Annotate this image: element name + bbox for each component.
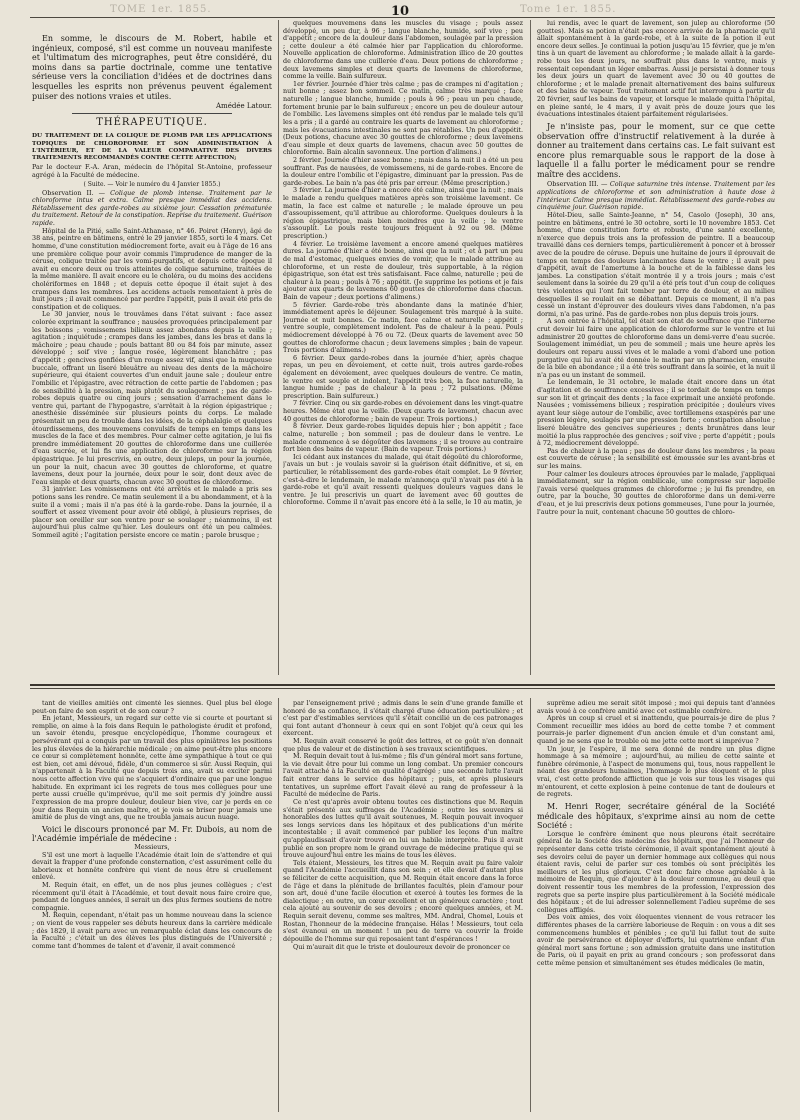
observation-label: Observation III. — xyxy=(547,180,608,189)
continuation-note: ( Suite. — Voir le numéro du 4 Janvier 1855.) xyxy=(83,180,221,188)
speech-salutation: Messieurs, xyxy=(134,842,170,851)
body-paragraph: Un jour, je l'espère, il me sera donné de rendre un plus digne hommage à sa mémoire ; aujourd'hui, au milieu de cette sainte et funèbre cérémonie, à l'aspect de monumens qui, tous, nous rappellent le néant des grandeurs humaines, l'hommage le plus éloquent et le plus vrai, c'est cette profonde affliction que je vois sur tous les visages qui m'entourent, et cette explosion à peine contenue de tant de douleurs et de regrets. xyxy=(537,744,775,799)
body-paragraph: Pour calmer les douleurs atroces éprouvées par le malade, j'appliquai immédiatement, sur la région ombilicale, une compresse sur laquelle j'avais versé quelques grammes de chloroforme ; je lui fis prendre, en outre, par la bouche, 30 gouttes de chloroforme dans un demi-verre d'eau, et je lui prescrivis deux potions gommeuses, l'une pour la journée, l'autre pour la nuit, contenant chacune 50 gouttes de chloro- xyxy=(537,469,775,516)
column-rule-4 xyxy=(530,698,531,1112)
body-paragraph: 1er février. Journée d'hier très calme ; pas de crampes ni d'agitation ; nuit bonne ; assez bon sommeil. Ce matin, calme très marqué ; face naturelle ; langue blanche, humide ; pouls à 96 ; peau un peu chaude, fortement brunie par le bain sulfureux ; encore un peu de douleur autour de l'ombilic. Les lavemens simples ont été rendus par le malade tels qu'il les a pris ; il a gardé au contraire les quarts de lavement au chloroforme ; mais les évacuations intestinales ne sont pas rétablies. Un peu d'appétit. (Deux potions, chacune avec 30 gouttes de chloroforme ; deux lavemens d'eau simple et deux quarts de lavemens, chacun avec 50 gouttes de chloroforme. Bain alcalin savonneux. Une portion d'alimens.) xyxy=(283,79,523,157)
body-paragraph: A son entrée à l'hôpital, tel était son état de souffrance que l'interne crut devoir lui faire une application de chloroforme sur le ventre et lui administrer 20 gouttes de chloroforme dans un demi-verre d'eau sucrée. Soulagement immédiat, un peu de sommeil ; mais une heure après les douleurs ont reparu aussi vives et le malade a vomi d'abord une potion purgative qui lui avait été donnée le matin par un pharmacien, ensuite de la bile en abondance ; il a été très souffrant dans la soirée, et la nuit il n'a pas eu un instant de sommeil. xyxy=(537,317,775,379)
article-separator xyxy=(72,113,232,114)
column-5 xyxy=(283,700,523,1112)
body-paragraph: suprême adieu me serait sitôt imposé ; moi qui depuis tant d'années avais voué à ce confrère amitié avec cet estimable confrère. xyxy=(537,700,775,715)
body-paragraph: M. Requin, cependant, n'était pas un homme nouveau dans la science ; on vient de vous rappeler ses débuts heureux dans la carrière médicale ; dès 1829, il avait paru avec un remarquable éclat dans les concours de la Faculté ; c'était un des élèves les plus distingués de l'Université ; comme tant d'hommes de talent et d'avenir, il avait commencé xyxy=(32,911,272,950)
observation-title xyxy=(32,190,272,228)
body-paragraph: Qui m'aurait dit que le triste et douloureux devoir de prononcer ce xyxy=(293,942,510,951)
body-paragraph: En jetant, Messieurs, un regard sur cette vie si courte et pourtant si remplie, on aime à la fois dans Requin le pathologiste érudit et profond, un savoir étendu, presque encyclopédique, l'homme courageux et persévérant qui a conquis par un travail des plus opiniâtres les positions les plus élevées de la hiérarchie médicale ; on aime peut-être plus encore ce cœur si complètement honnête, cette âme sympathique à tout ce qui est bien, cet ami dévoué, fidèle, d'un commerce si sûr. Aussi Requin, qui n'appartenait à la Faculté que depuis trois ans, avait su exciter parmi nous cette affection vive qui ne s'acquiert d'ordinaire que par une longue habitude. En exprimant ici les regrets de tous mes collègues pour une perte aussi cruelle qu'imprévue, qu'il me soit permis d'y joindre aussi l'expression de ma propre douleur, douleur bien vive, car je perds en ce jour dans Requin un ancien maître, et je vois se briser pour jamais une amitié de plus de vingt ans, que ne troubla jamais aucun nuage. xyxy=(32,714,272,822)
body-paragraph: S'il est une mort à laquelle l'Académie était loin de s'attendre et qui devait la frapper d'une profonde consternation, c'est assurément celle du laborieux et honnête confrère qui vient de nous être si cruellement enlevé. xyxy=(32,850,272,882)
speech-introduction: Voici le discours prononcé par M. Fr. Dubois, au nom de l'Académie impériale de médecine : xyxy=(32,824,272,844)
page-number: 10 xyxy=(390,4,410,19)
body-paragraph: par l'enseignement privé ; admis dans le sein d'une grande famille et honoré de sa confiance, il s'était chargé d'une éducation particulière ; et c'est par d'estimables services qu'il s'était concilié un de ces patronages qui font autant d'honneur à ceux qui en sont l'objet qu'à ceux qui les exercent. xyxy=(283,700,523,738)
bleed-through-text-left: TOME 1er. 1855. xyxy=(110,4,212,15)
body-paragraph: Lorsque le confrère éminent que nous pleurons était secrétaire général de la Société des médecins des hôpitaux, que j'ai l'honneur de représenter dans cette triste cérémonie, il avait spontanément ajouté à ses devoirs celui de payer un dernier hommage aux collègues qui nous étaient ravis, celui de parler sur ces tombes où sont précipités les meilleurs et les plus glorieux. C'est donc faire chose agréable à la mémoire de Requin, que d'ajouter à la douleur commune, au deuil que doivent ressentir tous les membres de la profession, l'expression des regrets que sa perte inspire plus particulièrement à la Société médicale des hôpitaux ; et de lui adresser solennellement l'adieu suprême de ses collègues affligés. xyxy=(537,829,775,914)
observation-summary: Colique de plomb intense. Traitement par le chloroforme intus et extra. Calme presque immédiat des accidens. Rétablissement des garde-robes au sixième jour. Cessation prématurée du traitement. Retour de la constipation. Reprise du traitement. Guérison rapide. xyxy=(32,188,272,228)
article-byline: Par le docteur F.-A. Aran, médecin de l'hôpital St-Antoine, professeur agrégé à la Faculté de médecine. xyxy=(32,163,272,179)
body-paragraph: Des voix amies, des voix éloquentes viennent de vous retracer les différentes phases de la carrière laborieuse de Requin : on vous a dit ses commencemens humbles et pénibles ; ce qu'il lui fallut tout de suite avoir de persévérance et déployer d'efforts, lui quatrième enfant d'un général mort sans fortune ; son admission gratuite dans une institution de Paris, où il payait en prix au grand concours ; son professorat dans cette même pension et simultanément ses études médicales (le matin, xyxy=(537,913,775,968)
body-paragraph: M. Requin avait conservé le goût des lettres, et ce goût n'en donnait que plus de valeur et de distinction à ses travaux scientifiques. xyxy=(283,737,523,753)
column-3 xyxy=(537,20,775,674)
intro-paragraph: En somme, le discours de M. Robert, habile et ingénieux, composé, s'il est comme un nouveau manifeste et l'ultimatum des micrographes, peut être considéré, du moins dans sa partie doctrinale, comme une tentative sérieuse vers la conciliation d'idées et de doctrines dans lesquelles les esprits non prévenus peuvent également puiser des notions vraies et utiles. xyxy=(32,34,272,101)
observation-summary: Colique saturnine très intense. Traitement par les applications de chloroforme et son administration à haute dose à l'intérieur. Calme presque immédiat. Rétablissement des garde-robes au cinquième jour. Guérison rapide. xyxy=(537,180,775,212)
body-paragraph: 5 février. Garde-robe très abondante dans la matinée d'hier, immédiatement après le déjeuner. Soulagement très marqué à la suite. Journée et nuit bonnes. Ce matin, face calme et naturelle ; appétit ; ventre souple, complètement indolent. Pas de chaleur à la peau. Pouls médiocrement développé à 76 ou 72. (Deux quarts de lavement avec 50 gouttes de chloroforme chacun ; deux lavemens simples ; bain de vapeur. Trois portions d'alimens.) xyxy=(283,300,523,355)
body-paragraph: Tels étaient, Messieurs, les titres que M. Requin avait pu faire valoir quand l'Académie l'accueillit dans son sein ; et elle devait d'autant plus se féliciter de cette acquisition, que M. Requin était encore dans la force de l'âge et dans la plénitude de brillantes facultés, plein d'amour pour son art, doué d'une facile élocution et exercé à toutes les formes de la dialectique ; en outre, un cœur excellent et un généreux caractère ; tout cela ajouté au souvenir de ses devoirs ; encore quelques années, et M. Requin serait devenu, comme ses maîtres, MM. Andral, Chomel, Louis et Rostan, l'honneur de la médecine française. Hélas ! Messieurs, tout cela s'est évanoui en un moment ! un peu de terre va couvrir la froide dépouille de l'homme sur qui reposaient tant d'espérances ! xyxy=(283,858,523,943)
section-divider-thin xyxy=(30,688,775,689)
body-paragraph: M. Requin devait tout à lui-même ; fils d'un général mort sans fortune, la vie devait être pour lui comme un long combat. Un premier concours l'avait attaché à la Faculté en qualité d'agrégé ; une seconde lutte l'avait fait entrer dans le service des hôpitaux ; puis, et après plusieurs tentatives, un suprême effort l'avait élevé au rang de professeur à la Faculté de médecine de Paris. xyxy=(283,752,523,799)
body-paragraph: Le 30 janvier, nous le trouvâmes dans l'état suivant : face assez colorée exprimant la souffrance ; nausées provoquées principalement par les boissons ; vomissemens bilieux assez abondans depuis la veille ; agitation ; inquiétude ; crampes dans les jambes, dans les bras et dans la mâchoire ; peau chaude ; pouls battant 80 ou 84 fois par minute, assez développé ; soif vive ; langue rosée, légèrement blanchâtre ; pas d'appétit ; gencives gonflées d'un rouge assez vif, ainsi que la muqueuse buccale, offrant un liseré bleuâtre au niveau des dents de la mâchoire supérieure, qui étaient couvertes d'un enduit jaune sale ; douleur entre l'ombilic et l'épigastre, avec rétraction de cette partie de l'abdomen ; pas de sensibilité à la pression, mais plutôt du soulagement ; pas de garde-robes depuis quatre ou cinq jours ; sensation d'arrachement dans le ventre qui, partant de l'hypogastre, s'arrêtait à la région épigastrique ; anesthésie disséminée sur plusieurs points du corps. Le malade présentait un peu de trouble dans les idées, de la céphalalgie et quelques étourdissemens, des mouvemens convulsifs de temps en temps dans les muscles de la face et des membres. Pour calmer cette agitation, je lui fis prendre immédiatement 20 gouttes de chloroforme dans une cuillerée d'eau sucrée, et lui fis une application de chloroforme sur la région épigastrique. Je lui prescrivis, en outre, deux juleps, un pour la journée, un pour la nuit, chacun avec 30 gouttes de chloroforme, et quatre lavemens, deux pour la journée, deux pour le soir, dont deux avec de l'eau simple et deux quarts, chacun avec 30 gouttes de chloroforme. xyxy=(32,310,272,486)
body-paragraph: Ici cédant aux instances du malade, qui était dégoûté du chloroforme, j'avais un but : je voulais savoir si la guérison était définitive, et si, en particulier, le rétablissement des garde-robes était complet. Le 9 février, c'est-à-dire le lendemain, le malade m'annonça qu'il n'avait pas été à la garde-robe et qu'il avait ressenti quelques douleurs vagues dans le ventre. Je lui prescrivis un quart de lavement avec 60 gouttes de chloroforme. Comme il n'avait pas encore été à la selle, le 10 au matin, je xyxy=(283,452,523,507)
author-signature: Amédée Latour. xyxy=(216,102,272,111)
section-divider xyxy=(30,684,775,686)
section-title: THÉRAPEUTIQUE. xyxy=(96,117,208,129)
body-paragraph: lui rendis, avec le quart de lavement, son julep au chloroforme (50 gouttes). Mais sa potion n'était pas encore arrivée de la pharmacie qu'il allait spontanément à la garde-robe, et à la suite de la potion il eut encore deux selles. Je continuai la potion jusqu'au 15 février, que je m'en tins à un quart de lavement au chloroforme ; le malade allait à la garde-robe tous les deux jours, ne souffrait plus dans le ventre, mais y ressentait cependant un léger embarras. Aussi je persistai à donner tous les deux jours un quart de lavement avec 30 ou 40 gouttes de chloroforme ; et le malade prenait alternativement des bains sulfureux et des bains de vapeur. Tout traitement actif fut interrompu à partir du 20 février, sauf les bains de vapeur, et lorsque le malade quitta l'hôpital, en pleine santé, le 4 mars, il y avait près de douze jours que les évacuations intestinales étaient parfaitement régularisées. xyxy=(537,20,775,119)
body-paragraph: 7 février. Cinq ou six garde-robes en dévoiement dans les vingt-quatre heures. Même état que la veille. (Deux quarts de lavement, chacun avec 40 gouttes de chloroforme ; bain de vapeur. Trois portions.) xyxy=(283,399,523,423)
article-heading: DU TRAITEMENT DE LA COLIQUE DE PLOMB PAR LES APPLICATIONS TOPIQUES DE CHLOROFORME ET SON ADMINISTRATION À L'INTÉRIEUR, ET DE LA VALEUR COMPARATIVE DES DIVERS TRAITEMENTS RECOMMANDÉS CONTRE CETTE AFFECTION; xyxy=(32,133,272,162)
speech-introduction: M. Henri Roger, secrétaire général de la Société médicale des hôpitaux, s'exprime ainsi au nom de cette Société : xyxy=(537,801,775,831)
body-paragraph: tant de vieilles amitiés ont cimenté les siennes. Quel plus bel éloge peut-on faire de son esprit et de son cœur ? xyxy=(32,700,272,715)
bleed-through-text-right: Tome 1er. 1855. xyxy=(520,4,617,15)
body-paragraph: Pas de chaleur à la peau ; pas de douleur dans les membres ; la peau est couverte de céruse ; la sensibilité est émoussée sur les avant-bras et sur les mains. xyxy=(537,446,775,471)
commentary-paragraph: Je n'insiste pas, pour le moment, sur ce que cette observation offre d'instructif relativement à la durée à donner au traitement dans certains cas. Le fait suivant est encore plus remarquable sous le rapport de la dose à laquelle il a fallu porter le médicament pour se rendre maître des accidens. xyxy=(537,121,775,179)
column-4 xyxy=(32,700,272,1112)
column-rule-1 xyxy=(278,20,279,675)
body-paragraph: 3 février. La journée d'hier a encore été calme, ainsi que la nuit ; mais le malade a rendu quelques matières après son troisième lavement. Ce matin, la face est calme et naturelle ; le malade éprouve un peu d'assoupissement, qu'il attribue au chloroforme. Quelques douleurs à la région épigastrique, mais bien moindres que la veille ; le ventre s'assouplit. Le pouls reste toujours fréquent à 92 ou 98. (Même prescription.) xyxy=(283,186,523,241)
body-paragraph: Après un coup si cruel et si inattendu, que pourrais-je dire de plus ? Comment recueillir mes idées au bord de cette tombe ? et comment pourrais-je parler dignement d'un ancien émule et d'un constant ami, quand je ne sens que le trouble où me jette cette mort si imprévue ? xyxy=(537,714,775,746)
body-paragraph: 8 février. Deux garde-robes liquides depuis hier ; bon appétit ; face calme, naturelle ; bon sommeil ; pas de douleur dans le ventre. Le malade commence à se dégoûter des lavemens ; il se trouve au contraire fort bien des bains de vapeur. (Bain de vapeur. Trois portions.) xyxy=(283,422,523,454)
observation-label: Observation II. — xyxy=(42,188,106,197)
header-rule xyxy=(30,17,775,18)
body-paragraph: M. Requin était, en effet, un de nos plus jeunes collègues ; c'est récemment qu'il était à l'Académie, et tout devait nous faire croire que, pendant de longues années, il serait un des plus fermes soutiens de notre compagnie. xyxy=(32,880,272,912)
body-paragraph: Ce n'est qu'après avoir obtenu toutes ces distinctions que M. Requin s'était présenté aux suffrages de l'Académie ; outre les souvenirs si honorables des luttes qu'il avait soutenues, M. Requin pouvait invoquer ses longs services dans les hôpitaux et des publications d'un mérite incontestable ; il avait commencé par publier les leçons d'un maître qu'applaudissait d'avoir trouvé en lui un habile interprète. Puis il avait publié en son propre nom le grand ouvrage de médecine pratique qui se trouve aujourd'hui entre les mains de tous les élèves. xyxy=(283,797,523,860)
body-paragraph: 2 février. Journée d'hier assez bonne ; mais dans la nuit il a été un peu souffrant. Pas de nausées, de vomissemens, ni de garde-robes. Encore de la douleur entre l'ombilic et l'épigastre, diminuant par la pression. Pas de garde-robes. Le bain n'a pas été pris par erreur. (Même prescription.) xyxy=(283,155,523,187)
column-6 xyxy=(537,700,775,1112)
body-paragraph: Hôtel-Dieu, salle Sainte-Jeanne, n° 54, Casolo (Joseph), 30 ans, peintre en bâtimens, entré le 30 octobre, sorti le 10 novembre 1853. Cet homme, d'une constitution forte et robuste, d'une santé excellente, n'exerce que depuis trois ans la profession de peintre. Il a beaucoup travaillé dans ces derniers temps, particulièrement à poncer et à brosser avec de la poudre de céruse. Depuis une huitaine de jours il éprouvait de temps en temps des douleurs lancinantes dans le ventre ; il avait peu d'appétit, avait de l'amertume à la bouche et de la faiblesse dans les jambes. La constipation s'était montrée il y a trois jours ; mais c'est seulement dans la soirée du 29 qu'il a été pris tout d'un coup de coliques très violentes qui l'ont fait tomber par terre de douleur, et au milieu desquelles il se roulait en se débattant. Depuis ce moment, il n'a pas cessé un instant d'éprouver des douleurs vives dans l'abdomen, n'a pas dormi, n'a pas uriné. Pas de garde-robes non plus depuis trois jours. xyxy=(537,210,775,318)
body-paragraph: 31 janvier. Les vomissemens ont été arrêtés et le malade a pris ses potions sans les rendre. Ce matin seulement il a bu abondamment, et à la suite il a vomi ; mais il n'a pas été à la garde-robe. Dans la journée, il a souffert et assez vivement pour avoir été obligé, à plusieurs reprises, de placer son oreiller sur son ventre pour se soulager ; néanmoins, il est aujourd'hui plus calme qu'hier. Les douleurs ont été un peu calmées. Sommeil agité ; l'agitation persiste encore ce matin ; parole brusque ; xyxy=(32,485,272,540)
body-paragraph: Hôpital de la Pitié, salle Saint-Athanase, n° 46. Poiret (Henry), âgé de 38 ans, peintre en bâtimens, entré le 29 janvier 1855, sorti le 4 mars. Cet homme, d'une constitution médiocrement forte, avait eu à l'âge de 16 ans une première colique pour avoir commis l'imprudence de manger de la céruse, colique traitée par les vomi-purgatifs, et depuis cette époque il avait eu encore deux ou trois atteintes de colique saturnine, traitées de la même manière. Il avait encore eu le choléra, ou du moins des accidens cholériformes en 1848 ; et depuis cette époque il était sujet à des crampes dans les membres. Les accidens actuels remontaient à près de huit jours ; il avait commencé par perdre l'appétit, puis il avait été pris de constipation et de coliques. xyxy=(32,226,272,311)
column-rule-2 xyxy=(530,20,531,675)
body-paragraph: Le lendemain, le 31 octobre, le malade était encore dans un état d'agitation et de souffrance excessives ; il se tordait de temps en temps sur son lit et grinçait des dents ; la face exprimait une anxiété profonde. Nausées ; vomissemens bilieux ; respiration précipitée ; douleurs vives ayant leur siège autour de l'ombilic, avec tortillemens exaspérés par une pression légère, soulagés par une pression forte ; constipation absolue ; liseré bleuâtre des gencives supérieures ; dents brunâtres dans leur moitié la plus rapprochée des gencives ; soif vive ; perte d'appétit ; pouls à 72, médiocrement développé. xyxy=(537,378,775,448)
column-1 xyxy=(32,34,272,674)
body-paragraph: 6 février. Deux garde-robes dans la journée d'hier, après chaque repas, un peu en dévoiement, et cette nuit, trois autres garde-robes également en dévoiement, avec quelques douleurs de ventre. Ce matin, le ventre est souple et indolent, l'appétit très bon, la face naturelle, la langue humide ; pas de chaleur à la peau ; 72 pulsations. (Même prescription. Bain sulfureux.) xyxy=(283,353,523,400)
column-2 xyxy=(283,20,523,674)
observation-title xyxy=(537,181,775,211)
body-paragraph: quelques mouvemens dans les muscles du visage ; pouls assez développé, un peu dur, à 96 ; langue blanche, humide, soif vive ; peu d'appétit ; encore de la douleur dans l'abdomen, soulagée par la pression ; cette douleur a été calmée hier par l'application du chloroforme. Nouvelle application de chloroforme. Administration illico de 20 gouttes de chloroforme dans une cuillerée d'eau. Deux potions de chloroforme ; deux lavemens simples et deux quarts de lavemens de chloroforme, comme la veille. Bain sulfureux. xyxy=(283,20,523,81)
column-rule-3 xyxy=(278,698,279,1112)
body-paragraph: 4 février. Le troisième lavement a encore amené quelques matières dures. La journée d'hier a été bonne, ainsi que la nuit ; et à part un peu de mal d'estomac, quelques envies de vomir, que le malade attribue au chloroforme, et un reste de douleur, très supportable, à la région épigastrique, son état est très satisfaisant. Face calme, naturelle ; peu de chaleur à la peau ; pouls à 76 ; appétit. (Je supprime les potions et je fais ajouter aux quarts de lavemens 60 gouttes de chloroforme dans chacun. Bain de vapeur ; deux portions d'alimens.) xyxy=(283,239,523,301)
